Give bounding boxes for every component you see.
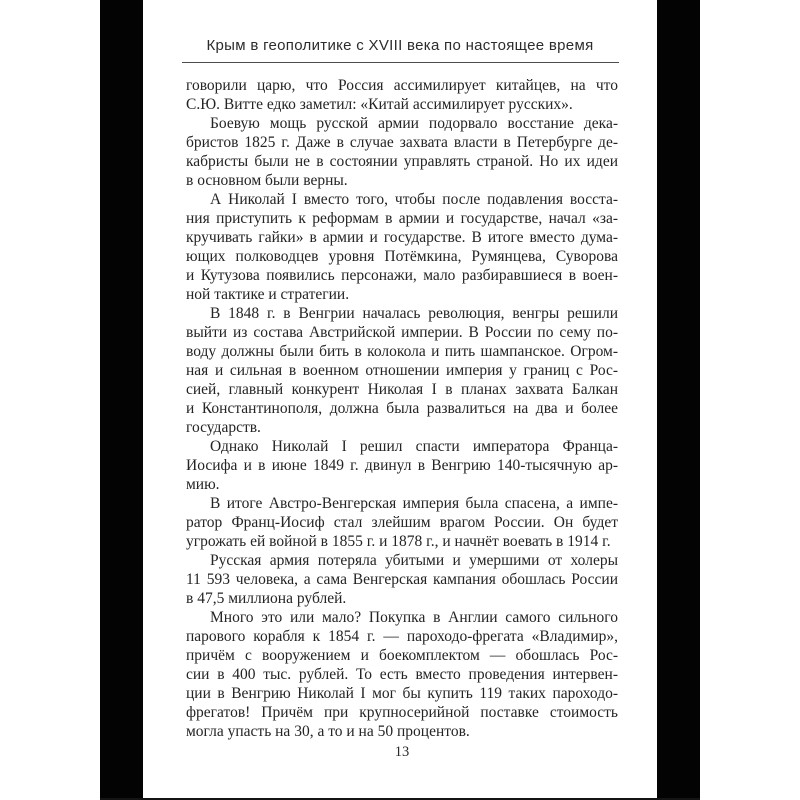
scan-left-black-bar: [100, 0, 143, 800]
text-line: кручивать гайки» в армии и государстве. В итоге вместо дума-: [186, 229, 618, 246]
paragraph: [186, 190, 618, 304]
text-line: мию.: [186, 476, 220, 493]
text-line: государств.: [186, 419, 261, 436]
text-line: выйти из состава Австрийской империи. В России по сему по-: [186, 324, 618, 341]
text-line: парового корабля к 1854 г. — пароходо-фрегата «Владимир»,: [186, 628, 618, 645]
text-line: Однако Николай I решил спасти императора Франца-: [210, 438, 618, 455]
text-line: в 47,5 миллиона рублей.: [186, 590, 347, 607]
text-line: фрегатов! Причём при крупносерийной поставке стоимость: [186, 704, 618, 721]
body-text: [186, 76, 618, 741]
text-line: могла упасть на 30, а то и на 50 процентов.: [186, 723, 470, 740]
text-line: и Кутузова появились персонажи, мало разбиравшиеся в воен-: [186, 267, 618, 284]
text-line: В итоге Австро-Венгерская империя была спасена, а импе-: [210, 495, 618, 512]
paragraph: [186, 114, 618, 190]
header-rule: [182, 62, 619, 63]
text-line: ции в Венгрию Николай I мог бы купить 119 таких пароходо-: [186, 685, 618, 702]
paragraph: [186, 551, 618, 608]
text-line: Боевую мощь русской армии подорвало восстание дека-: [210, 115, 618, 132]
text-line: ная и сильная в военном отношении империя у границ с Рос-: [186, 362, 618, 379]
text-line: Русская армия потеряла убитыми и умершими от холеры: [210, 552, 618, 569]
text-line: воду должны были бить в колокола и пить шампанское. Огром-: [186, 343, 618, 360]
paragraph: [186, 494, 618, 551]
text-line: Иосифа и в июне 1849 г. двинул в Венгрию 140-тысячную ар-: [186, 457, 618, 474]
text-line: В 1848 г. в Венгрии началась революция, венгры решили: [210, 305, 618, 322]
text-line: сии в 400 тыс. рублей. То есть вместо проведения интервен-: [186, 666, 618, 683]
text-line: ющих полководцев уровня Потёмкина, Румянцева, Суворова: [186, 248, 618, 265]
text-line: в основном были верны.: [186, 172, 348, 189]
text-line: Много это или мало? Покупка в Англии самого сильного: [210, 609, 618, 626]
text-line: сией, главный конкурент Николая I в планах захвата Балкан: [186, 381, 618, 398]
page-number: 13: [394, 744, 410, 760]
scan-right-black-bar: [657, 0, 700, 800]
running-header: Крым в геополитике с XVIII века по настоящее время: [206, 37, 594, 54]
text-line: ратор Франц-Иосиф стал злейшим врагом России. Он будет: [186, 514, 618, 531]
text-line: кабристы были не в состоянии управлять страной. Но их идеи: [186, 153, 618, 170]
text-line: бристов 1825 г. Даже в случае захвата власти в Петербурге де-: [186, 134, 618, 151]
text-line: ной тактике и стратегии.: [186, 286, 350, 303]
paragraph: [186, 437, 618, 494]
text-line: 11 593 человека, а сама Венгерская кампания обошлась России: [186, 571, 618, 588]
text-line: С.Ю. Витте едко заметил: «Китай ассимилирует русских».: [186, 96, 573, 113]
text-line: угрожать ей войной в 1855 г. и 1878 г., и начнёт воевать в 1914 г.: [186, 533, 611, 550]
text-line: А Николай I вместо того, чтобы после подавления восста-: [210, 191, 618, 208]
text-line: говорили царю, что Россия ассимилирует китайцев, на что: [186, 77, 618, 94]
text-line: и Константинополя, должна была развалиться на два и более: [186, 400, 618, 417]
paragraph: [186, 608, 618, 741]
paragraph: [186, 76, 618, 114]
text-line: ния приступить к реформам в армии и государстве, начал «за-: [186, 210, 618, 227]
paragraph: [186, 304, 618, 437]
text-line: причём с вооружением и боекомплектом — обошлась Рос-: [186, 647, 618, 664]
